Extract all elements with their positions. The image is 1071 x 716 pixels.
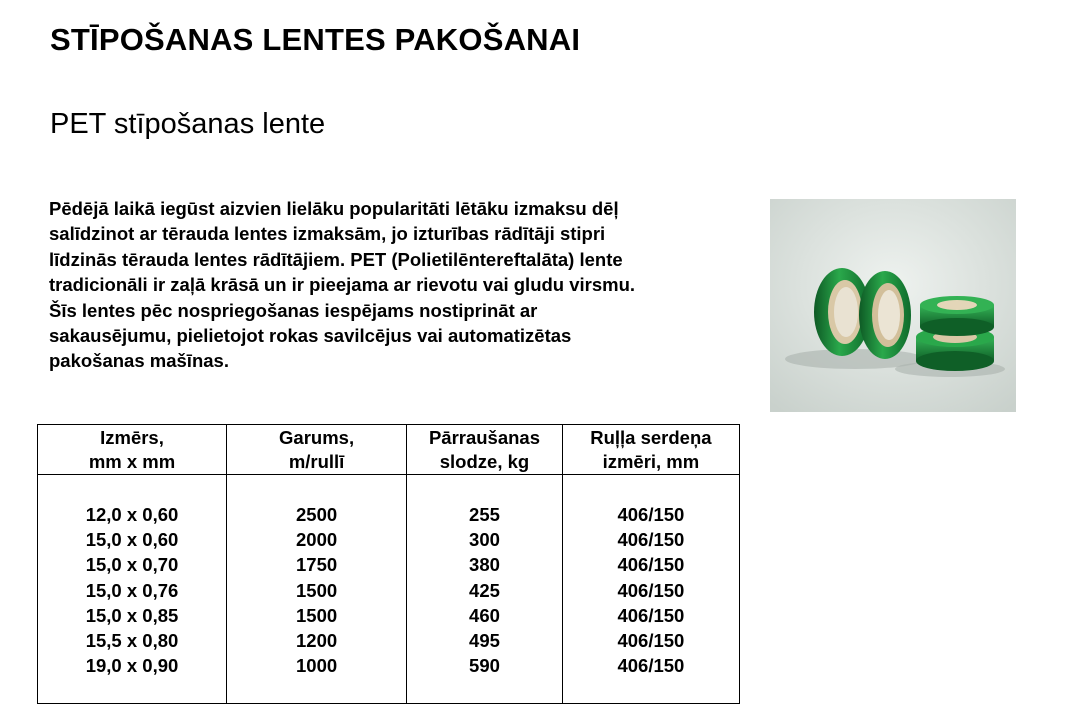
description-line: sakausējumu, pielietojot rokas savilcējus vai automatizētas — [49, 325, 572, 347]
specifications-table — [37, 424, 740, 704]
description-line: Šīs lentes pēc nospriegošanas iespējams nostiprināt ar — [49, 299, 538, 321]
description-line: salīdzinot ar tērauda lentes izmaksām, jo izturības rādītāji stipri — [49, 223, 606, 245]
header-length: Garums, m/rullī — [227, 425, 407, 475]
header-breaking-load: Pārraušanas slodze, kg — [407, 425, 563, 475]
header-core-size: Ruļļa serdeņa izmēri, mm — [562, 425, 739, 475]
description-line: līdzinās tērauda lentes rādītājiem. PET (Polietilēntereftalāta) lente — [49, 248, 623, 270]
page-title: STĪPOŠANAS LENTES PAKOŠANAI — [50, 22, 581, 57]
size-values: 12,0 x 0,60 15,0 x 0,60 15,0 x 0,70 15,0 x 0,76 15,0 x 0,85 15,5 x 0,80 19,0 x 0,90 — [38, 475, 227, 704]
core-size-values: 406/150 406/150 406/150 406/150 406/150 406/150 406/150 — [562, 475, 739, 704]
page-subtitle: PET stīpošanas lente — [50, 108, 326, 140]
description-line: tradicionāli ir zaļā krāsā un ir pieejama ar rievotu vai gludu virsmu. — [49, 274, 636, 296]
green-pet-strap-rolls-photo — [770, 199, 1016, 412]
description-line: pakošanas mašīnas. — [49, 350, 229, 372]
length-values: 2500 2000 1750 1500 1500 1200 1000 — [227, 475, 407, 704]
description-line: Pēdējā laikā iegūst aizvien lielāku popularitāti lētāku izmaksu dēļ — [49, 198, 619, 219]
breaking-load-values: 255 300 380 425 460 495 590 — [407, 475, 563, 704]
table-header-row — [38, 425, 740, 475]
header-size: Izmērs, mm x mm — [38, 425, 227, 475]
table-row — [38, 475, 740, 704]
product-description — [49, 196, 769, 374]
product-photo — [770, 199, 1016, 412]
